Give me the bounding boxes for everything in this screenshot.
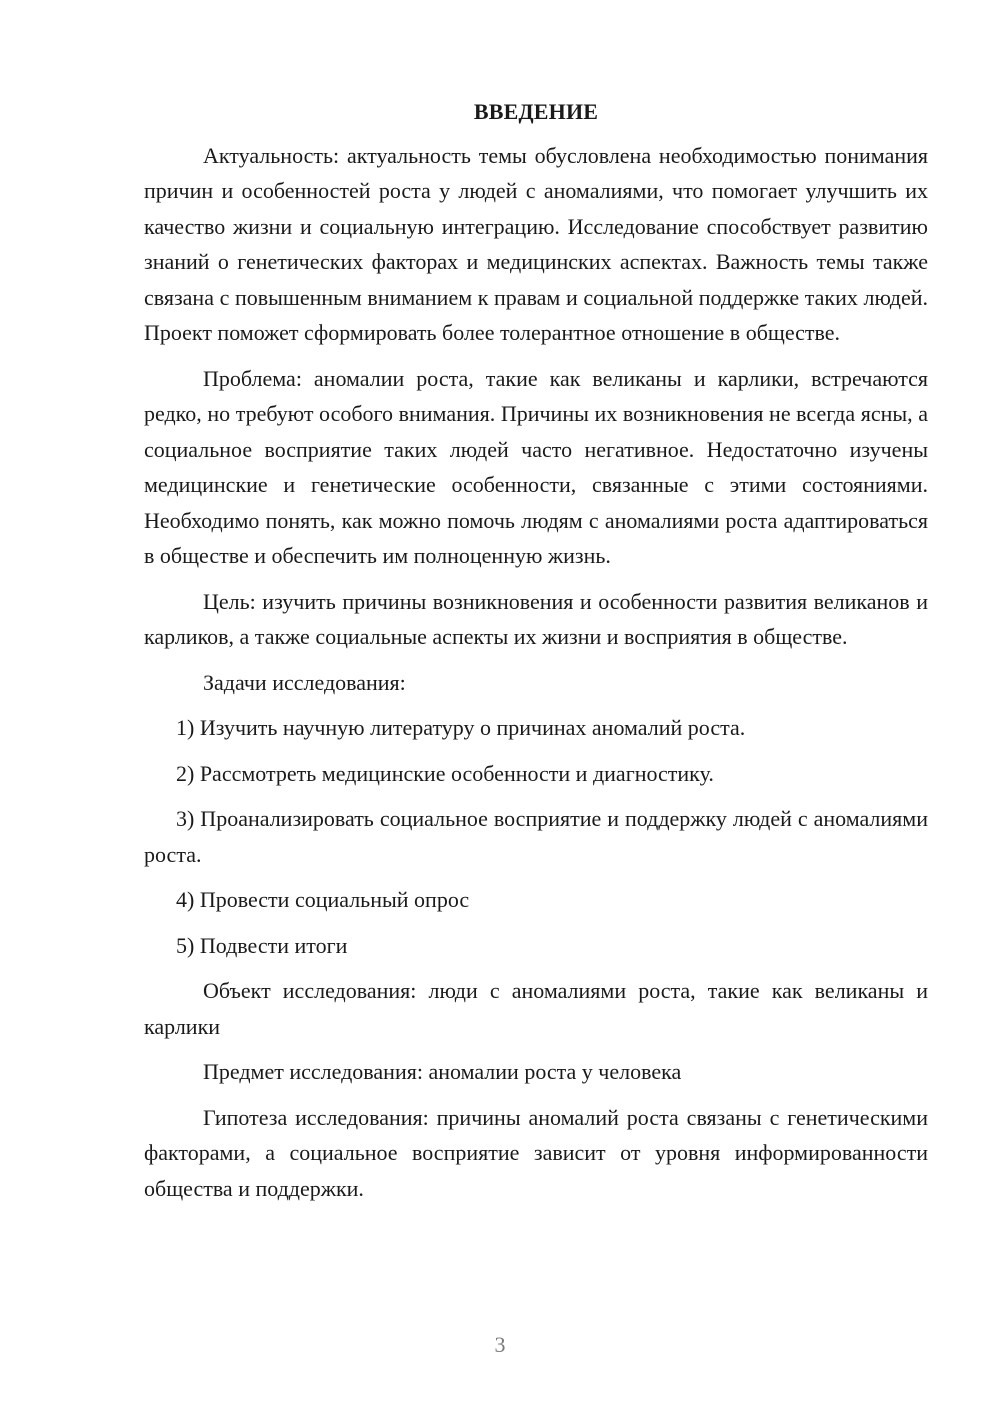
goal-paragraph: Цель: изучить причины возникновения и особенности развития великанов и карликов, а также социальные аспекты их жизни и восприятия в обществе. bbox=[144, 588, 928, 649]
tasks-heading: Задачи исследования: bbox=[203, 669, 406, 695]
subject-paragraph: Предмет исследования: аномалии роста у человека bbox=[203, 1059, 682, 1084]
document-body bbox=[144, 94, 928, 1216]
task-item-2: 2) Рассмотреть медицинские особенности и диагностику. bbox=[176, 760, 714, 786]
page-number: 3 bbox=[494, 1332, 506, 1357]
task-item-1: 1) Изучить научную литературу о причинах аномалий роста. bbox=[176, 715, 746, 740]
section-title: ВВЕДЕНИЕ bbox=[473, 99, 599, 124]
task-item-3: 3) Проанализировать социальное восприятие и поддержку людей с аномалиями роста. bbox=[144, 806, 928, 867]
task-item-4: 4) Провести социальный опрос bbox=[176, 887, 470, 912]
hypothesis-paragraph: Гипотеза исследования: причины аномалий роста связаны с генетическими факторами, а социальное восприятие зависит от уровня информированности общества и поддержки. bbox=[144, 1104, 928, 1201]
task-item-5: 5) Подвести итоги bbox=[176, 932, 348, 958]
relevance-paragraph: Актуальность: актуальность темы обусловлена необходимостью понимания причин и особенностей роста у людей с аномалиями, что помогает улучшить их качество жизни и социальную интеграцию. Исследование способствует развитию знаний о генетических факторах и медицинских аспектах. Важность темы также связана с повышенным вниманием к правам и социальной поддержке таких людей. Проект поможет сформировать более толерантное отношение в обществе. bbox=[144, 142, 928, 345]
problem-paragraph: Проблема: аномалии роста, такие как великаны и карлики, встречаются редко, но требуют особого внимания. Причины их возникновения не всегда ясны, а социальное восприятие таких людей часто негативное. Недостаточно изучены медицинские и генетические особенности, связанные с этими состояниями. Необходимо понять, как можно помочь людям с аномалиями роста адаптироваться в обществе и обеспечить им полноценную жизнь. bbox=[144, 365, 928, 568]
object-paragraph: Объект исследования: люди с аномалиями роста, такие как великаны и карлики bbox=[144, 978, 928, 1039]
